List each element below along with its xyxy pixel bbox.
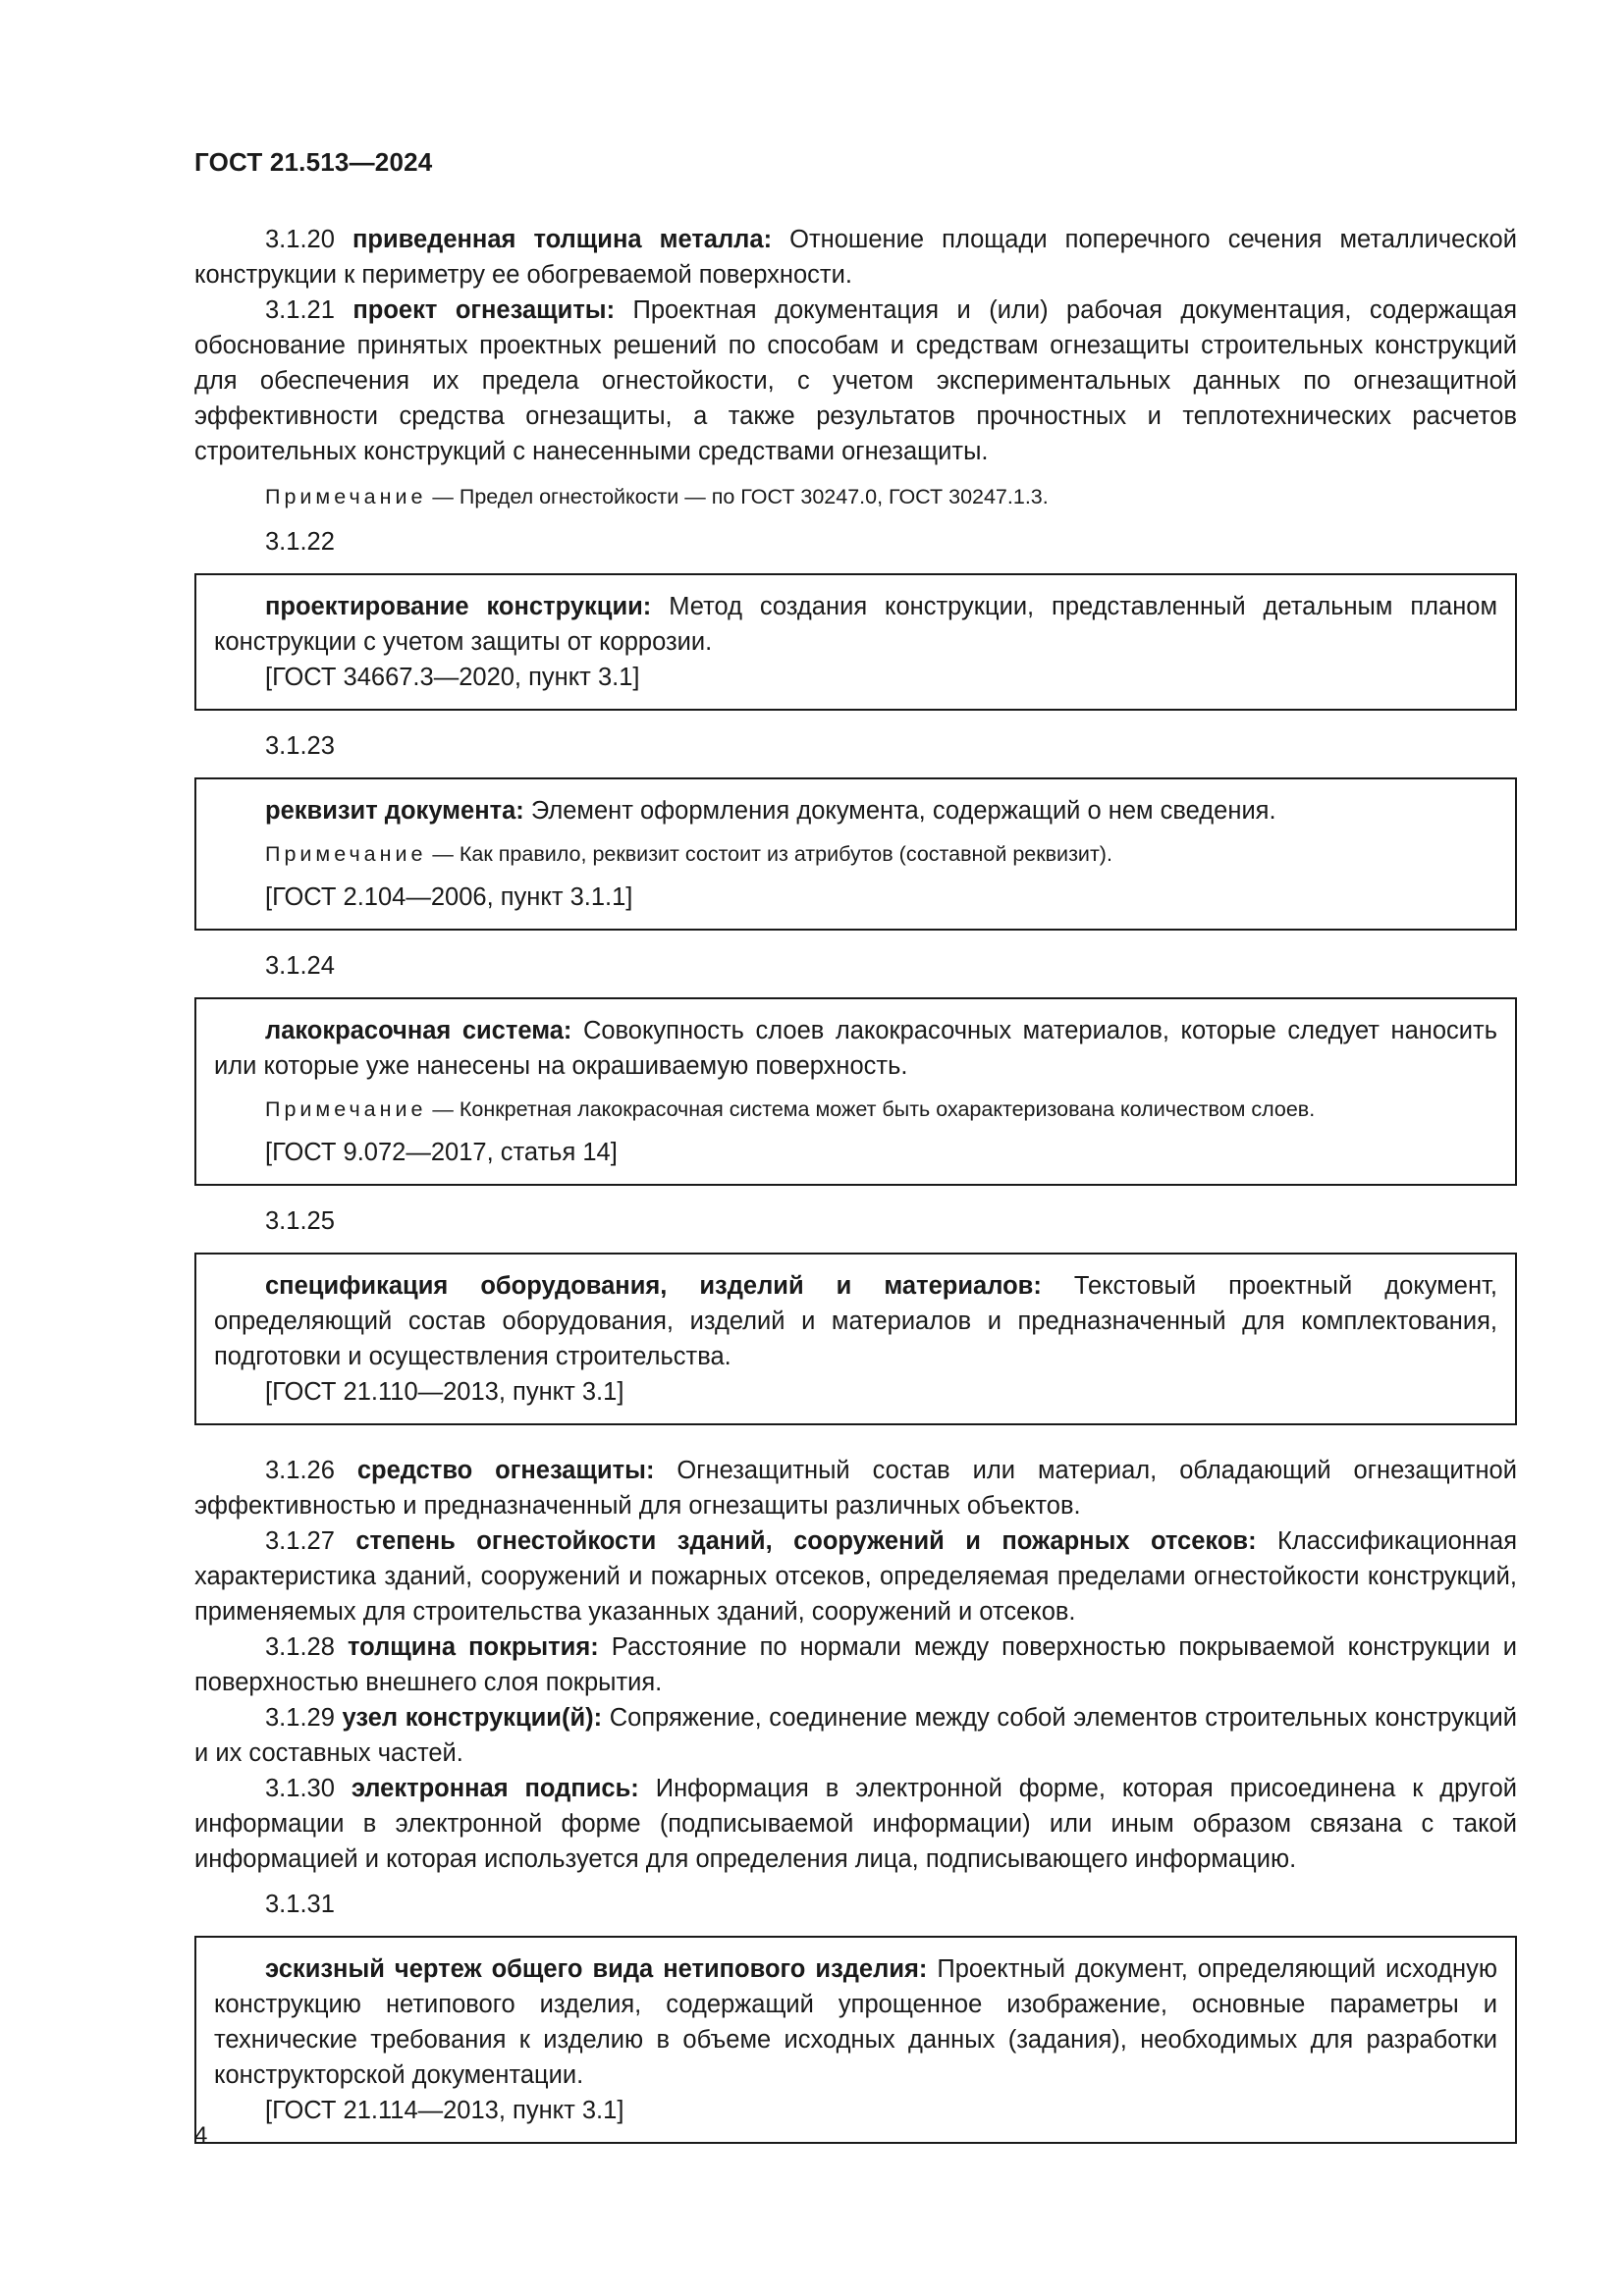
note-label: Примечание bbox=[265, 485, 427, 508]
clause-number-3-1-23: 3.1.23 bbox=[265, 732, 335, 760]
source-reference: [ГОСТ 34667.3—2020, пункт 3.1] bbox=[265, 664, 640, 691]
definition-3-1-26 bbox=[194, 1453, 1517, 1523]
definition-3-1-31 bbox=[214, 1951, 1497, 2093]
term: толщина покрытия: bbox=[347, 1633, 599, 1661]
term: проектирование конструкции: bbox=[265, 593, 652, 620]
term: спецификация оборудования, изделий и материалов: bbox=[265, 1272, 1042, 1300]
definition-3-1-22 bbox=[214, 589, 1497, 660]
clause-number-3-1-25: 3.1.25 bbox=[265, 1207, 335, 1235]
source-reference: [ГОСТ 9.072—2017, статья 14] bbox=[265, 1139, 618, 1166]
definition-3-1-27 bbox=[194, 1523, 1517, 1629]
term-box-3-1-23 bbox=[194, 777, 1517, 931]
definition-text: Текстовый проектный документ, определяющий состав оборудования, изделий и материалов и предназначенный для комплектования, подготовки и осуществления строительства. bbox=[214, 1272, 1497, 1370]
term: приведенная толщина металла: bbox=[352, 226, 773, 253]
definition-text: Проектная документация и (или) рабочая документация, содержащая обоснование принятых проектных решений по способам и средствам огнезащиты строительных конструкций для обеспечения их предела огнестойкости, с учетом экспериментальных данных по огнезащитной эффективности средства огнезащиты, а также результатов прочностных и теплотехнических расчетов строительных конструкций с нанесенными средствами огнезащиты. bbox=[194, 296, 1517, 465]
note-3-1-21 bbox=[194, 481, 1517, 512]
term: электронная подпись: bbox=[351, 1775, 639, 1802]
definition-3-1-30 bbox=[194, 1771, 1517, 1877]
definition-3-1-20 bbox=[194, 222, 1517, 293]
term: средство огнезащиты: bbox=[356, 1457, 655, 1484]
definition-text: Элемент оформления документа, содержащий о нем сведения. bbox=[530, 797, 1276, 825]
term-box-3-1-22 bbox=[194, 573, 1517, 711]
term-box-3-1-25 bbox=[194, 1253, 1517, 1425]
clause-number: 3.1.30 bbox=[265, 1775, 335, 1802]
definition-3-1-21 bbox=[194, 293, 1517, 469]
definition-3-1-23 bbox=[214, 793, 1497, 828]
source-reference: [ГОСТ 21.114—2013, пункт 3.1] bbox=[265, 2097, 624, 2124]
source-reference: [ГОСТ 2.104—2006, пункт 3.1.1] bbox=[265, 883, 633, 911]
clause-number: 3.1.29 bbox=[265, 1704, 335, 1732]
term: лакокрасочная система: bbox=[265, 1017, 572, 1044]
term: проект огнезащиты: bbox=[352, 296, 616, 324]
definition-text: Сопряжение, соединение между собой элементов строительных конструкций и их составных частей. bbox=[194, 1704, 1517, 1767]
note-text: — Как правило, реквизит состоит из атрибутов (составной реквизит). bbox=[426, 842, 1112, 866]
page-number: 4 bbox=[194, 2122, 208, 2149]
clause-number: 3.1.27 bbox=[265, 1527, 335, 1555]
clause-number: 3.1.28 bbox=[265, 1633, 335, 1661]
definition-text: Отношение площади поперечного сечения металлической конструкции к периметру ее обогреваемой поверхности. bbox=[194, 226, 1517, 289]
definition-3-1-29 bbox=[194, 1700, 1517, 1771]
definition-text: Расстояние по нормали между поверхностью покрываемой конструкции и поверхностью внешнего слоя покрытия. bbox=[194, 1633, 1517, 1696]
clause-number-3-1-22: 3.1.22 bbox=[265, 528, 335, 556]
document-body bbox=[194, 222, 1517, 2162]
document-header: ГОСТ 21.513—2024 bbox=[194, 147, 433, 177]
definition-text: Совокупность слоев лакокрасочных материалов, которые следует наносить или которые уже нанесены на окрашиваемую поверхность. bbox=[214, 1017, 1497, 1080]
term: реквизит документа: bbox=[265, 797, 524, 825]
definition-text: Информация в электронной форме, которая присоединена к другой информации в электронной форме (подписываемой информации) или иным образом связана с такой информацией и которая используется для определения лица, подписывающего информацию. bbox=[194, 1775, 1517, 1873]
definition-3-1-25 bbox=[214, 1268, 1497, 1374]
definition-text: Метод создания конструкции, представленный детальным планом конструкции с учетом защиты от коррозии. bbox=[214, 593, 1497, 656]
term: узел конструкции(й): bbox=[342, 1704, 603, 1732]
note-3-1-24 bbox=[214, 1094, 1497, 1125]
term-box-3-1-31 bbox=[194, 1936, 1517, 2144]
clause-number: 3.1.21 bbox=[265, 296, 335, 324]
note-label: Примечание bbox=[265, 1097, 427, 1121]
definition-3-1-24 bbox=[214, 1013, 1497, 1084]
definition-text: Огнезащитный состав или материал, обладающий огнезащитной эффективностью и предназначенный для огнезащиты различных объектов. bbox=[194, 1457, 1517, 1520]
clause-number-3-1-31: 3.1.31 bbox=[265, 1891, 335, 1918]
note-text: — Конкретная лакокрасочная система может быть охарактеризована количеством слоев. bbox=[426, 1097, 1316, 1121]
note-text: — Предел огнестойкости — по ГОСТ 30247.0, ГОСТ 30247.1.3. bbox=[426, 485, 1049, 508]
note-label: Примечание bbox=[265, 842, 427, 866]
term: степень огнестойкости зданий, сооружений и пожарных отсеков: bbox=[355, 1527, 1257, 1555]
term: эскизный чертеж общего вида нетипового изделия: bbox=[265, 1955, 928, 1983]
definition-3-1-28 bbox=[194, 1629, 1517, 1700]
definition-text: Классификационная характеристика зданий, сооружений и пожарных отсеков, определяемая пределами огнестойкости конструкций, применяемых для строительства указанных зданий, сооружений и отсеков. bbox=[194, 1527, 1517, 1626]
note-3-1-23 bbox=[214, 838, 1497, 870]
definition-text: Проектный документ, определяющий исходную конструкцию нетипового изделия, содержащий упрощенное изображение, основные параметры и технические требования к изделию в объеме исходных данных (задания), необходимых для разработки конструкторской документации. bbox=[214, 1955, 1498, 2089]
clause-number: 3.1.26 bbox=[265, 1457, 335, 1484]
clause-number-3-1-24: 3.1.24 bbox=[265, 952, 335, 980]
clause-number: 3.1.20 bbox=[265, 226, 335, 253]
term-box-3-1-24 bbox=[194, 997, 1517, 1186]
source-reference: [ГОСТ 21.110—2013, пункт 3.1] bbox=[265, 1378, 624, 1406]
